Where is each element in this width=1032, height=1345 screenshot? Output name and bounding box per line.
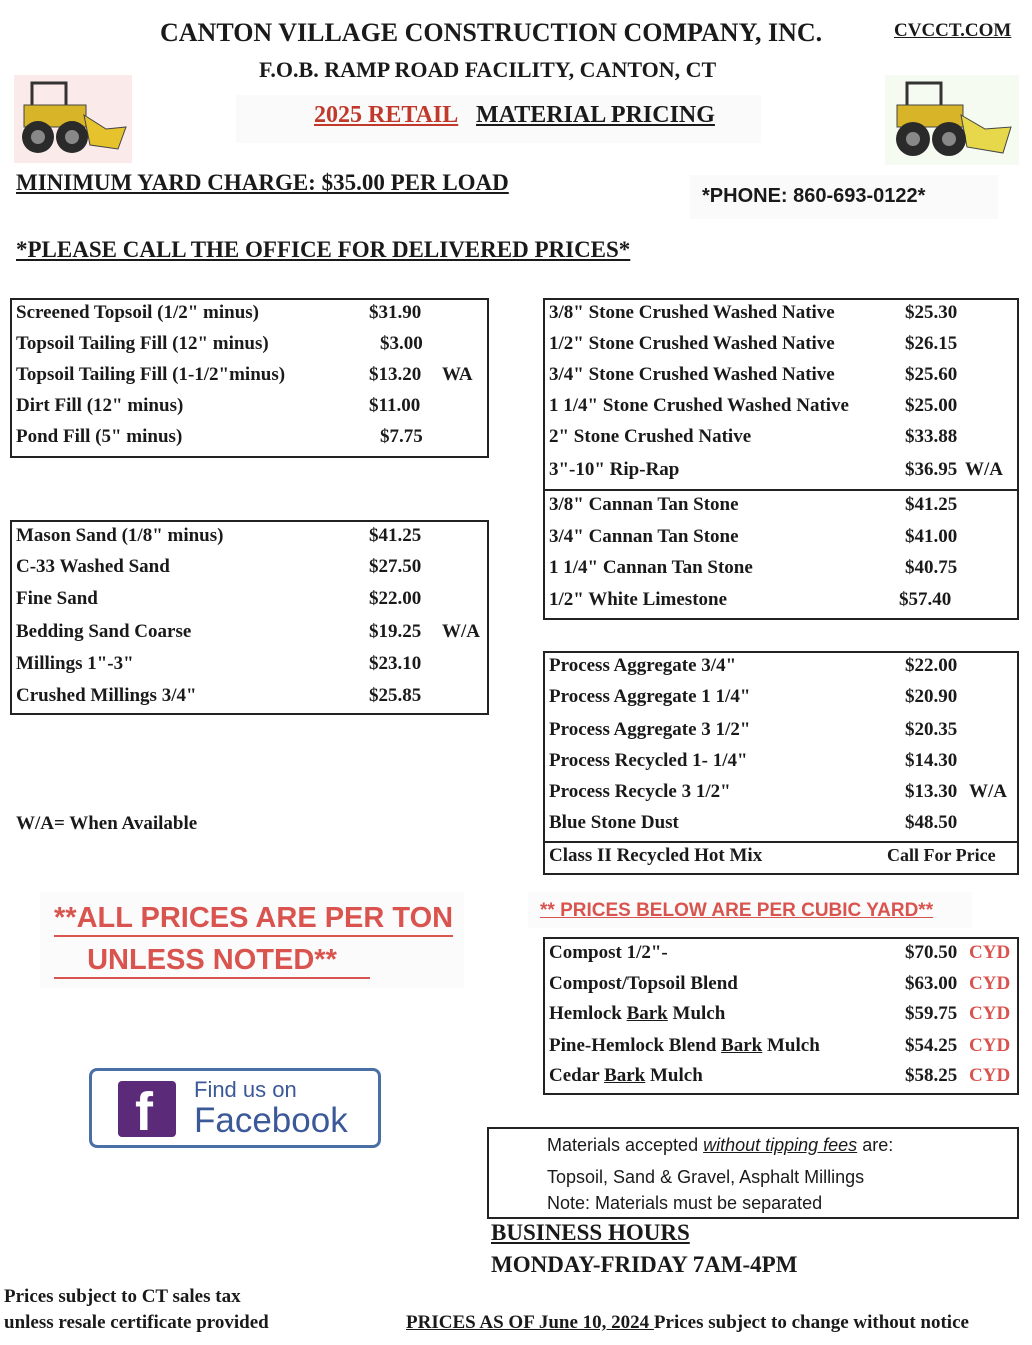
table-row: 3"-10" Rip-Rap $36.95 W/A [549, 459, 1003, 480]
table-row: Pine-Hemlock Blend Bark Mulch $54.25 CYD [549, 1035, 1011, 1056]
phone-number[interactable]: *PHONE: 860-693-0122* [702, 185, 926, 207]
table-row: Hemlock Bark Mulch $59.75 CYD [549, 1003, 1011, 1024]
tipping-line-2: Topsoil, Sand & Gravel, Asphalt Millings [547, 1167, 865, 1187]
table-row: Screened Topsoil (1/2" minus) $31.90 [16, 302, 422, 323]
table-row: 3/4" Stone Crushed Washed Native $25.60 [549, 364, 958, 385]
table-row: 1 1/4" Cannan Tan Stone $40.75 [549, 557, 958, 578]
tan-stone-price-table [543, 489, 1019, 620]
pricing-title-box [236, 95, 761, 143]
facebook-label: Facebook [194, 1101, 348, 1140]
facebook-f-icon: f [118, 1081, 176, 1137]
aggregate-price-table [543, 651, 1019, 875]
table-row: Crushed Millings 3/4" $25.85 [16, 685, 422, 706]
table-row: Mason Sand (1/8" minus) $41.25 [16, 525, 422, 546]
pricing-year: 2025 RETAIL [314, 102, 459, 128]
business-hours-title: BUSINESS HOURS [491, 1220, 690, 1245]
table-row: 3/4" Cannan Tan Stone $41.00 [549, 526, 958, 547]
wheel-loader-right-image [885, 75, 1019, 165]
table-row: Cedar Bark Mulch $58.25 CYD [549, 1065, 1011, 1086]
tipping-line-1: Materials accepted without tipping fees are: [547, 1135, 894, 1155]
pricing-title: MATERIAL PRICING [476, 102, 715, 128]
table-row: 1/2" White Limestone $57.40 [549, 589, 952, 610]
table-row: 3/8" Cannan Tan Stone $41.25 [549, 494, 958, 515]
mulch-price-table [543, 937, 1019, 1095]
stone-price-table [543, 298, 1019, 491]
facebook-find-us: Find us on [194, 1077, 297, 1102]
table-row: Millings 1"-3" $23.10 [16, 653, 422, 674]
tipping-line-3: Note: Materials must be separated [547, 1193, 823, 1213]
facebook-badge[interactable] [89, 1068, 381, 1148]
table-row: Process Aggregate 3 1/2" $20.35 [549, 719, 958, 740]
minimum-yard-charge: MINIMUM YARD CHARGE: $35.00 PER LOAD [16, 170, 509, 195]
divider [545, 841, 1017, 843]
table-row: Process Aggregate 1 1/4" $20.90 [549, 686, 958, 707]
per-ton-line-2: UNLESS NOTED** [54, 944, 370, 979]
table-row: Process Recycled 1- 1/4" $14.30 [549, 750, 958, 771]
table-row: Topsoil Tailing Fill (12" minus) $3.00 [16, 333, 423, 354]
table-row: 1 1/4" Stone Crushed Washed Native $25.00 [549, 395, 958, 416]
table-row: C-33 Washed Sand $27.50 [16, 556, 422, 577]
table-row: Blue Stone Dust $48.50 [549, 812, 958, 833]
table-row: Process Aggregate 3/4" $22.00 [549, 655, 958, 676]
per-ton-notice-box [40, 892, 464, 988]
table-row: Bedding Sand Coarse $19.25 W/A [16, 621, 480, 642]
table-row: Pond Fill (5" minus) $7.75 [16, 426, 423, 447]
tax-note-line-1: Prices subject to CT sales tax [4, 1286, 241, 1307]
phone-box [690, 175, 998, 219]
table-row: Dirt Fill (12" minus) $11.00 [16, 395, 421, 416]
topsoil-price-table [10, 298, 489, 458]
table-row: 3/8" Stone Crushed Washed Native $25.30 [549, 302, 958, 323]
sand-price-table [10, 520, 489, 715]
table-row: Topsoil Tailing Fill (1-1/2"minus) $13.20 WA [16, 364, 473, 385]
delivered-prices-note: *PLEASE CALL THE OFFICE FOR DELIVERED PRICES* [16, 237, 631, 262]
business-hours-days: MONDAY-FRIDAY 7AM-4PM [491, 1252, 798, 1277]
table-row: Compost 1/2"- $70.50 CYD [549, 942, 1011, 963]
tax-note-line-2: unless resale certificate provided [4, 1312, 269, 1333]
table-row: Class II Recycled Hot Mix Call For Price [549, 845, 996, 866]
table-row: Fine Sand $22.00 [16, 588, 422, 609]
table-row: 1/2" Stone Crushed Washed Native $26.15 [549, 333, 958, 354]
cubic-yard-note-box [528, 892, 972, 928]
when-available-legend: W/A= When Available [16, 813, 198, 834]
prices-as-of: PRICES AS OF June 10, 2024 Prices subject to change without notice [406, 1312, 969, 1333]
wheel-loader-left-image [14, 75, 132, 163]
website-link[interactable]: CVCCT.COM [894, 20, 1012, 41]
table-row: Compost/Topsoil Blend $63.00 CYD [549, 973, 1011, 994]
table-row: Process Recycle 3 1/2" $13.30 W/A [549, 781, 1007, 802]
tipping-fees-box [487, 1127, 1019, 1219]
facility-line: F.O.B. RAMP ROAD FACILITY, CANTON, CT [259, 57, 717, 82]
cubic-yard-note: ** PRICES BELOW ARE PER CUBIC YARD** [540, 900, 934, 921]
per-ton-line-1: **ALL PRICES ARE PER TON [54, 902, 453, 937]
company-name: CANTON VILLAGE CONSTRUCTION COMPANY, INC. [160, 18, 823, 47]
table-row: 2" Stone Crushed Native $33.88 [549, 426, 958, 447]
